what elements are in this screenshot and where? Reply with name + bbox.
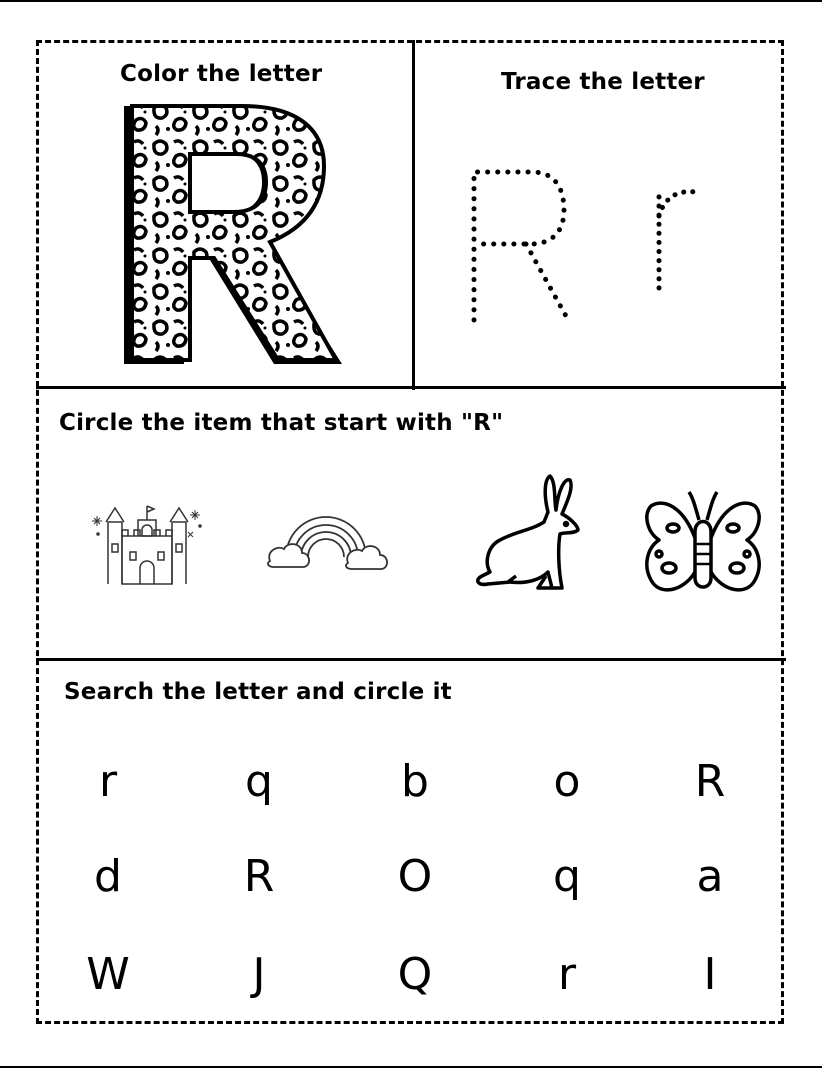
divider-vertical xyxy=(412,40,415,390)
butterfly-icon[interactable] xyxy=(643,488,763,600)
rabbit-icon[interactable] xyxy=(470,472,584,596)
circle-item-title: Circle the item that start with "R" xyxy=(59,410,504,436)
letter-cell[interactable]: b xyxy=(401,756,429,807)
letter-cell[interactable]: O xyxy=(397,851,433,902)
castle-icon[interactable] xyxy=(88,498,208,588)
trace-uppercase-r[interactable] xyxy=(460,160,580,330)
letter-cell[interactable]: o xyxy=(553,756,581,807)
letter-cell[interactable]: J xyxy=(252,949,266,1000)
page-edge-top xyxy=(0,0,822,2)
search-letter-title: Search the letter and circle it xyxy=(64,679,452,705)
letter-cell[interactable]: q xyxy=(245,756,273,807)
divider-horizontal-2 xyxy=(36,658,786,661)
color-letter-title: Color the letter xyxy=(120,61,323,87)
letter-cell[interactable]: a xyxy=(696,851,724,902)
letter-cell[interactable]: Q xyxy=(397,949,433,1000)
letter-cell[interactable]: I xyxy=(703,949,717,1000)
letter-cell[interactable]: R xyxy=(694,756,726,807)
letter-cell[interactable]: r xyxy=(557,949,577,1000)
coloring-letter-r[interactable] xyxy=(110,102,350,370)
divider-horizontal-1 xyxy=(36,386,786,389)
letter-cell[interactable]: d xyxy=(94,851,122,902)
rainbow-icon[interactable] xyxy=(264,505,390,577)
letter-cell[interactable]: q xyxy=(553,851,581,902)
letter-cell[interactable]: W xyxy=(86,949,130,1000)
trace-letter-title: Trace the letter xyxy=(501,69,705,95)
letter-cell[interactable]: r xyxy=(98,756,118,807)
trace-lowercase-r[interactable] xyxy=(645,180,705,295)
letter-cell[interactable]: R xyxy=(243,851,275,902)
